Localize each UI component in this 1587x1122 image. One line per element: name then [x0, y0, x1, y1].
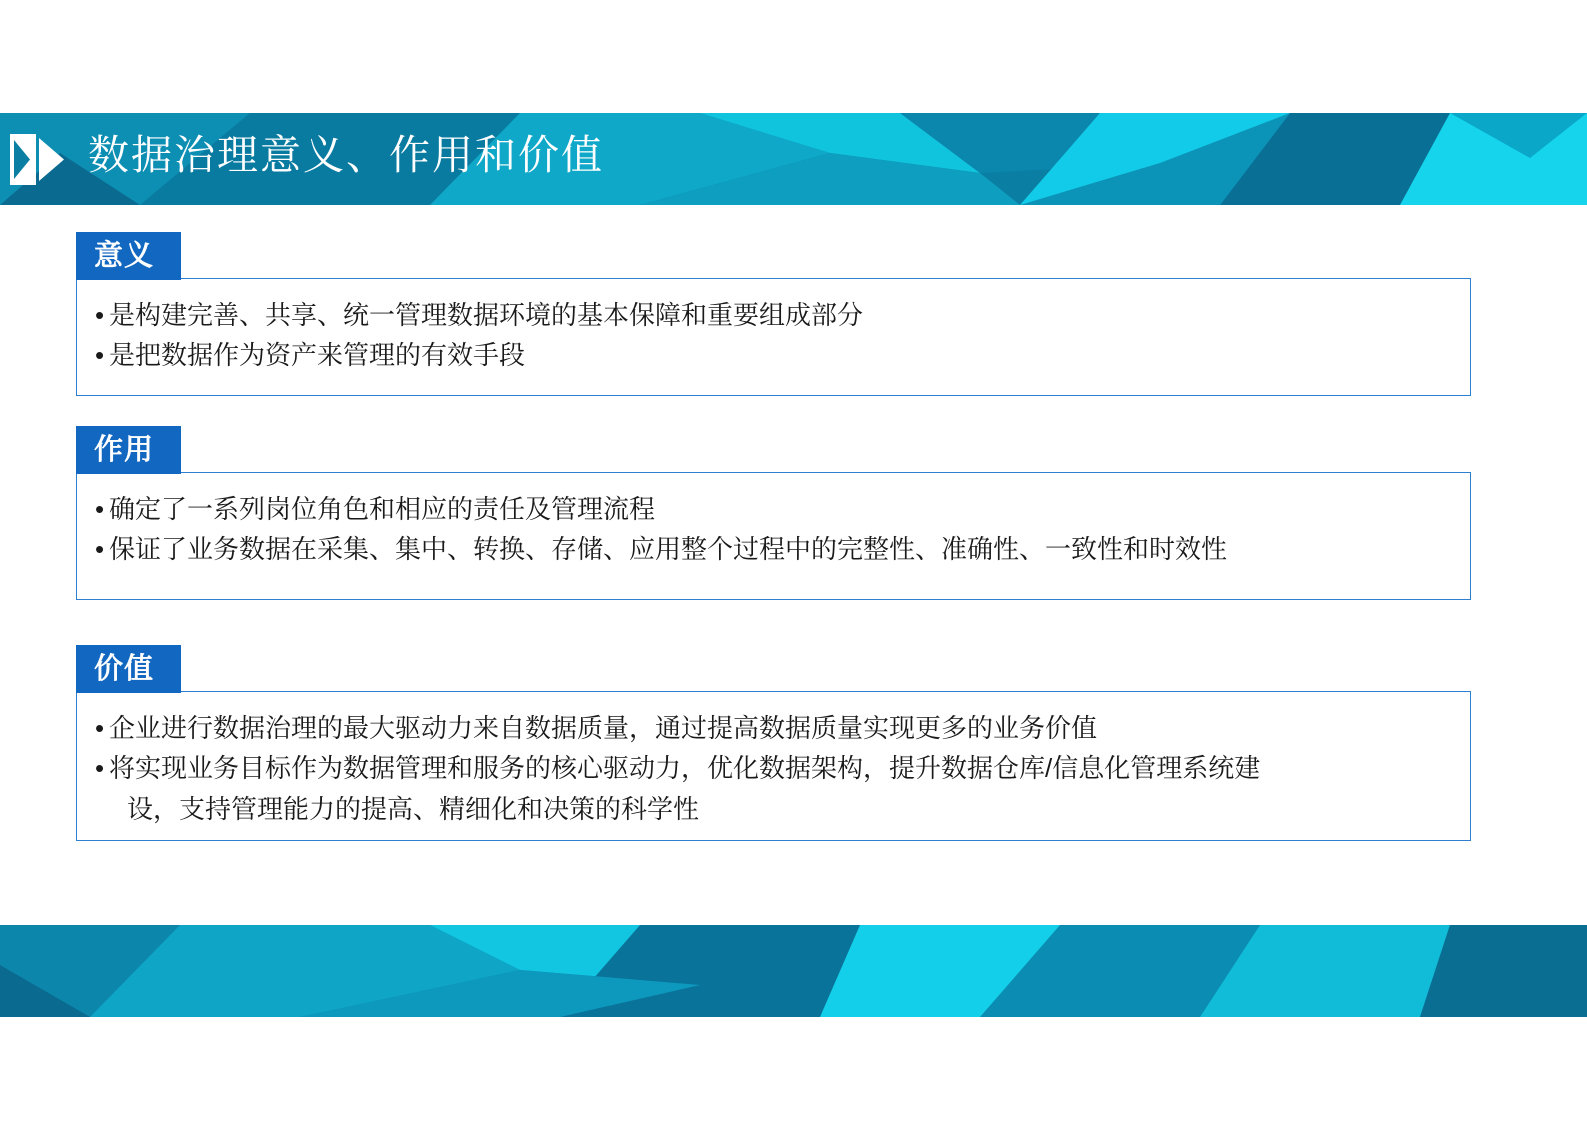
- bullet-item: [95, 335, 1452, 375]
- bullet-item: [95, 529, 1452, 569]
- section-tag-yiyi: 意义: [76, 232, 181, 280]
- bullet-item: [95, 708, 1452, 748]
- page-title: 数据治理意义、作用和价值: [88, 132, 604, 178]
- bullet-text: 将实现业务目标作为数据管理和服务的核心驱动力，优化数据架构，提升数据仓库/信息化管理系统建: [109, 753, 1261, 784]
- bullet-item: [95, 295, 1452, 335]
- bullet-dot-icon: •: [95, 753, 105, 784]
- bullet-continuation-text: 设，支持管理能力的提高、精细化和决策的科学性: [127, 793, 700, 824]
- bullet-text: 企业进行数据治理的最大驱动力来自数据质量，通过提高数据质量实现更多的业务价值: [109, 713, 1098, 743]
- section-box-zuoyong: [76, 472, 1471, 600]
- bullet-dot-icon: •: [95, 494, 105, 524]
- section-yiyi: [76, 232, 1471, 396]
- bullet-item: [95, 489, 1452, 529]
- section-tag-jiazhi: 价值: [76, 645, 181, 693]
- section-tag-zuoyong: 作用: [76, 426, 181, 474]
- bullet-item: [95, 748, 1452, 788]
- section-box-yiyi: [76, 278, 1471, 396]
- section-jiazhi: [76, 645, 1471, 841]
- bullet-text: 保证了业务数据在采集、集中、转换、存储、应用整个过程中的完整性、准确性、一致性和时效性: [109, 534, 1228, 565]
- section-box-jiazhi: [76, 691, 1471, 841]
- play-triangle-logo-icon: [8, 132, 66, 187]
- bullet-text: 确定了一系列岗位角色和相应的责任及管理流程: [109, 494, 656, 524]
- bullet-dot-icon: •: [95, 340, 105, 371]
- bullet-text: 是把数据作为资产来管理的有效手段: [109, 340, 526, 371]
- bottom-banner-polygon-pattern: [0, 925, 1587, 1017]
- bottom-banner: [0, 925, 1587, 1017]
- bullet-text: 是构建完善、共享、统一管理数据环境的基本保障和重要组成部分: [109, 300, 864, 330]
- bullet-dot-icon: •: [95, 713, 105, 743]
- bullet-dot-icon: •: [95, 300, 105, 330]
- section-zuoyong: [76, 426, 1471, 600]
- bullet-dot-icon: •: [95, 534, 105, 565]
